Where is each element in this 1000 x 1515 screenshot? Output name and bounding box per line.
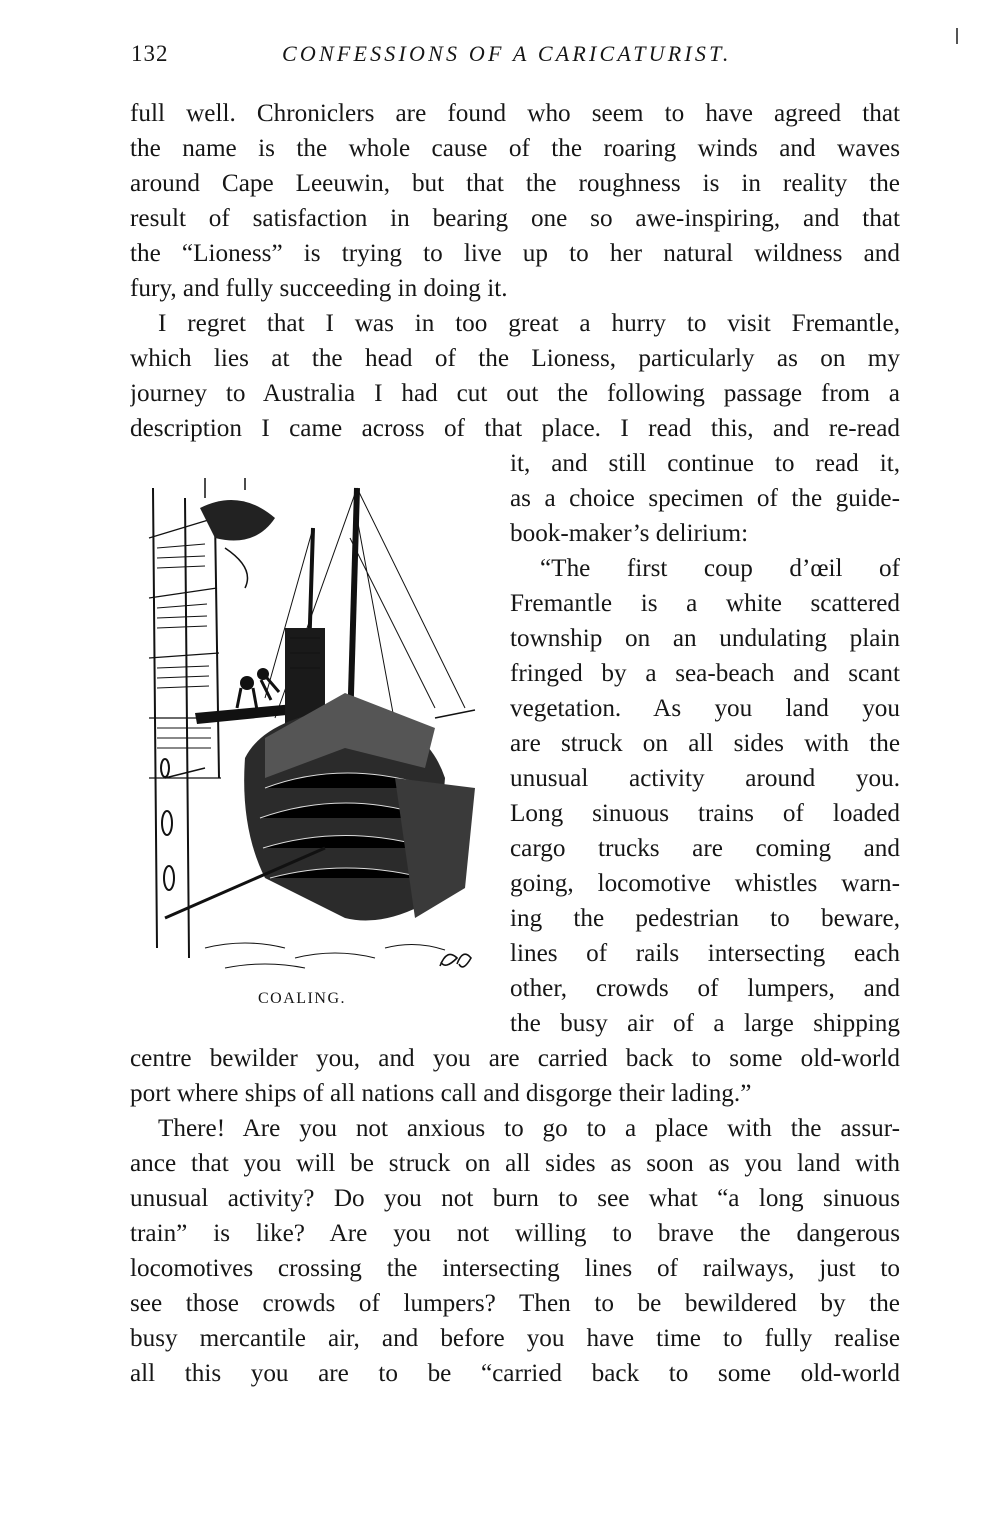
text-line: centre bewilder you, and you are carried back to some old-world (130, 1045, 900, 1072)
text-line: which lies at the head of the Lioness, particularly as on my (130, 345, 900, 372)
text-line: the “Lioness” is trying to live up to her natural wildness and (130, 240, 900, 267)
ship-sketch (145, 478, 485, 988)
text-line: lines of rails intersecting each (510, 940, 900, 967)
text-line: full well. Chroniclers are found who seem to have agreed that (130, 100, 900, 127)
text-line: Long sinuous trains of loaded (510, 800, 900, 827)
text-line: “The first coup d’œil of (540, 555, 900, 582)
text-line: are struck on all sides with the (510, 730, 900, 757)
text-line: fringed by a sea-beach and scant (510, 660, 900, 687)
page-number: 132 (131, 41, 169, 66)
text-line: as a choice specimen of the guide- (510, 485, 900, 512)
text-line: around Cape Leeuwin, but that the roughness is in reality the (130, 170, 900, 197)
text-line: see those crowds of lumpers? Then to be bewildered by the (130, 1290, 900, 1317)
text-line: fury, and fully succeeding in doing it. (130, 275, 508, 302)
figure-caption: COALING. (258, 990, 346, 1007)
text-line: township on an undulating plain (510, 625, 900, 652)
text-line: ing the pedestrian to beware, (510, 905, 900, 932)
text-line: all this you are to be “carried back to some old-world (130, 1360, 900, 1387)
text-line: going, locomotive whistles warn- (510, 870, 900, 897)
text-line: it, and still continue to read it, (510, 450, 900, 477)
text-line: train” is like? Are you not willing to brave the dangerous (130, 1220, 900, 1247)
coaling-illustration (145, 478, 485, 988)
text-line: cargo trucks are coming and (510, 835, 900, 862)
text-line: unusual activity? Do you not burn to see what “a long sinuous (130, 1185, 900, 1212)
text-line: vegetation. As you land you (510, 695, 900, 722)
text-line: port where ships of all nations call and disgorge their lading.” (130, 1080, 752, 1107)
text-line: the name is the whole cause of the roaring winds and waves (130, 135, 900, 162)
text-line: I regret that I was in too great a hurry to visit Fremantle, (158, 310, 900, 337)
text-line: Fremantle is a white scattered (510, 590, 900, 617)
text-line: journey to Australia I had cut out the following passage from a (130, 380, 900, 407)
text-line: the busy air of a large shipping (510, 1010, 900, 1037)
text-line: busy mercantile air, and before you have time to fully realise (130, 1325, 900, 1352)
text-line: There! Are you not anxious to go to a place with the assur- (158, 1115, 900, 1142)
text-line: locomotives crossing the intersecting lines of railways, just to (130, 1255, 900, 1282)
scan-mark (956, 28, 958, 44)
running-title: CONFESSIONS OF A CARICATURIST. (282, 41, 732, 66)
text-line: unusual activity around you. (510, 765, 900, 792)
text-line: result of satisfaction in bearing one so awe-inspiring, and that (130, 205, 900, 232)
text-line: other, crowds of lumpers, and (510, 975, 900, 1002)
text-line: description I came across of that place. I read this, and re-read (130, 415, 900, 442)
text-line: book-maker’s delirium: (510, 520, 749, 547)
text-line: ance that you will be struck on all sides as soon as you land with (130, 1150, 900, 1177)
